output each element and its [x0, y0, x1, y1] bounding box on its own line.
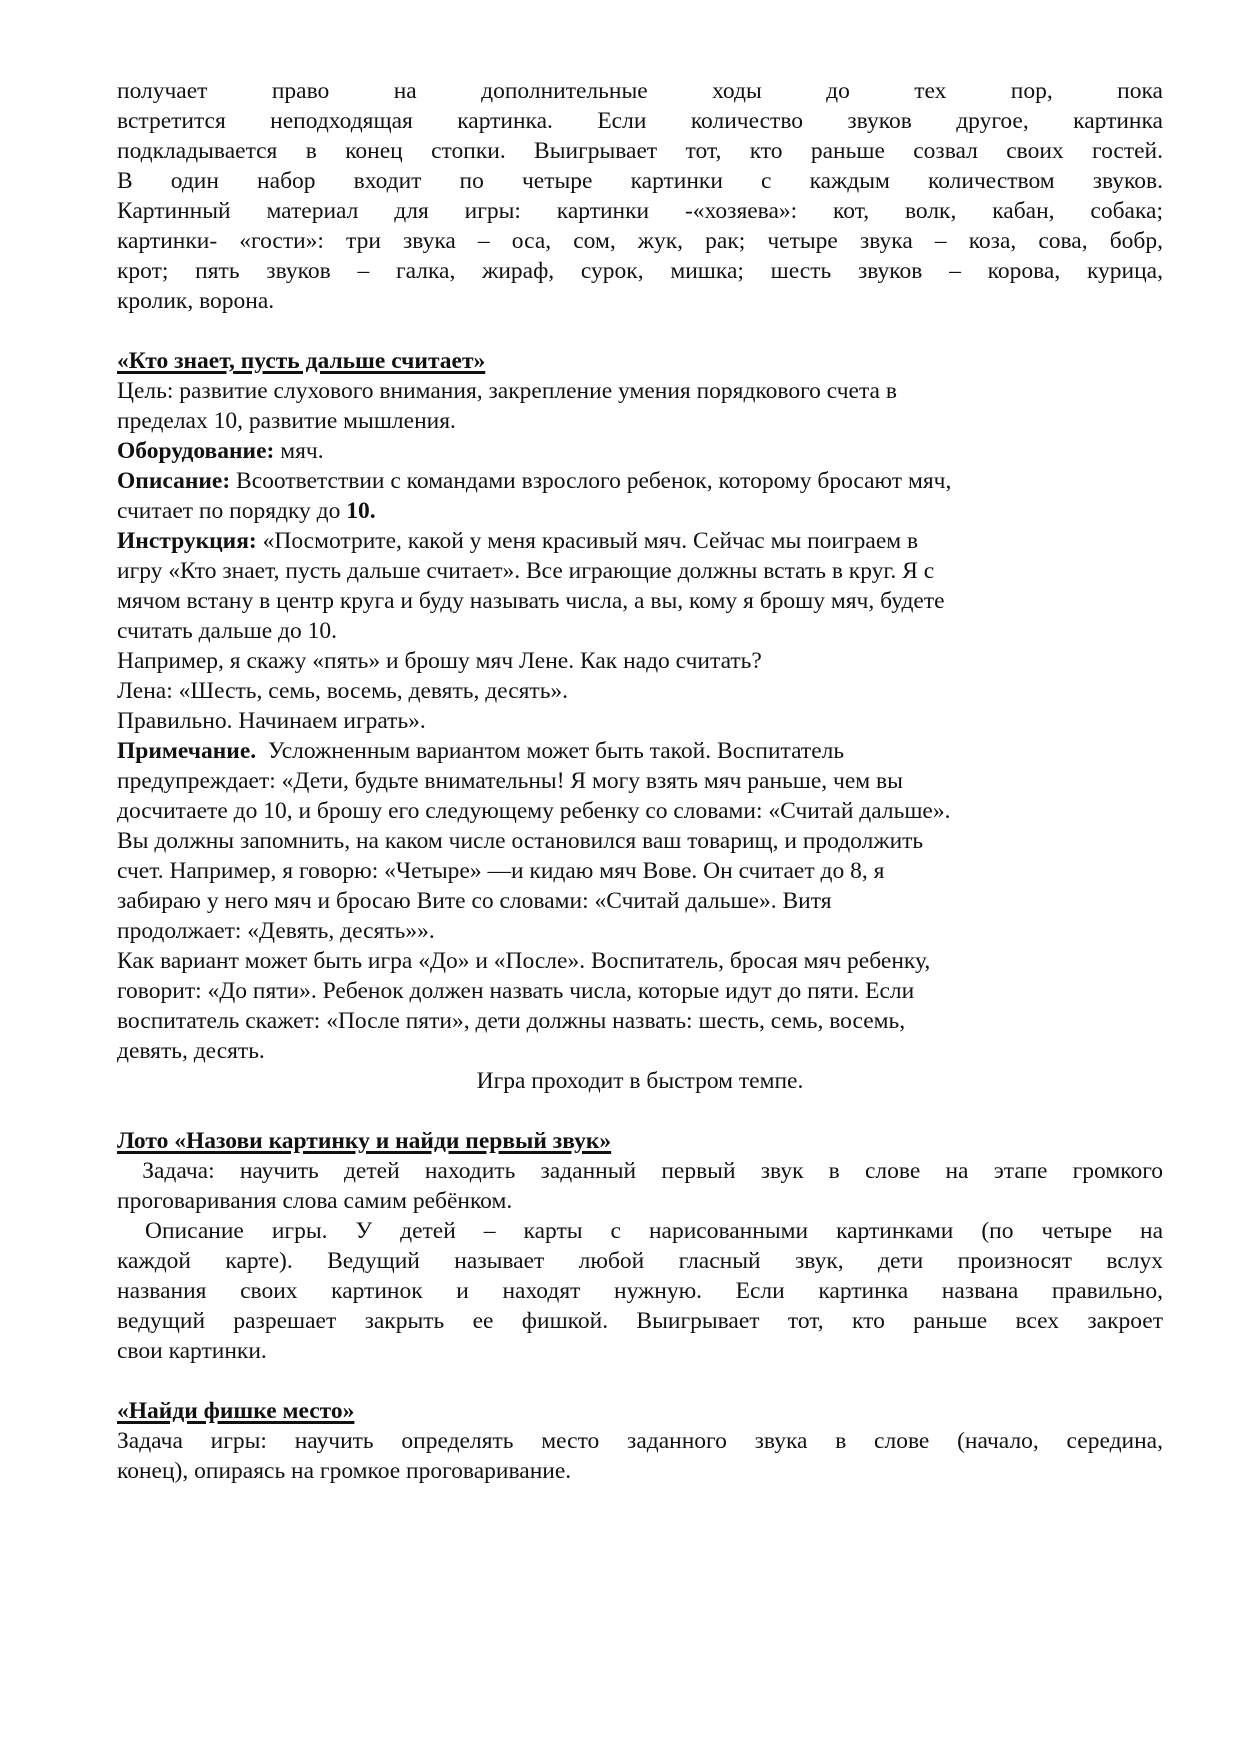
description-label: Описание:: [117, 468, 231, 494]
section-heading: Лото «Назови картинку и найди первый звук»: [117, 1128, 612, 1154]
text-line: крот; пять звуков – галка, жираф, сурок, мишка; шесть звуков – корова, курица,: [117, 258, 1163, 284]
note-line: Вы должны запомнить, на каком числе остановился ваш товарищ, и продолжить: [117, 828, 924, 854]
instruction-text: «Посмотрите, какой у меня красивый мяч. Сейчас мы поиграем в: [256, 528, 919, 554]
instruction-line: Правильно. Начинаем играть».: [117, 708, 426, 734]
section-heading: «Найди фишке место»: [117, 1398, 355, 1424]
note-line: Как вариант может быть игра «До» и «После». Воспитатель, бросая мяч ребенку,: [117, 948, 931, 974]
description-text: Всоответствии с командами взрослого ребенок, которому бросают мяч,: [230, 468, 952, 494]
text-line: В один набор входит по четыре картинки с каждым количеством звуков.: [117, 168, 1163, 194]
description-line: названия своих картинок и находят нужную. Если картинка названа правильно,: [117, 1278, 1163, 1304]
continuation-paragraph: [117, 76, 1163, 316]
note-line: говорит: «До пяти». Ребенок должен назвать числа, которые идут до пяти. Если: [117, 978, 915, 1004]
description-line: ведущий разрешает закрыть ее фишкой. Выигрывает тот, кто раньше всех закроет: [117, 1308, 1163, 1334]
description-text: считает по порядку до: [117, 498, 347, 524]
goal-line: Цель: развитие слухового внимания, закрепление умения порядкового счета в: [117, 378, 897, 404]
equipment-value: мяч.: [274, 438, 324, 464]
description-line: свои картинки.: [117, 1338, 267, 1364]
game-section-who-knows: [117, 346, 1163, 1096]
description-line: [117, 496, 1163, 526]
note-label: Примечание.: [117, 738, 257, 764]
closing-line: Игра проходит в быстром темпе.: [476, 1068, 804, 1094]
text-line: кролик, ворона.: [117, 288, 275, 314]
game-section-lotto: [117, 1126, 1163, 1366]
section-heading: «Кто знает, пусть дальше считает»: [117, 348, 486, 374]
equipment-line: [117, 436, 1163, 466]
game-section-find-place: [117, 1396, 1163, 1486]
description-line: Описание игры. У детей – карты с нарисованными картинками (по четыре на: [117, 1218, 1163, 1244]
spacer: [117, 1366, 1163, 1396]
note-line: продолжает: «Девять, десять»».: [117, 918, 435, 944]
note-line: девять, десять.: [117, 1038, 265, 1064]
task-line: Задача: научить детей находить заданный первый звук в слове на этапе громкого: [117, 1158, 1163, 1184]
instruction-line: Например, я скажу «пять» и брошу мяч Лене. Как надо считать?: [117, 648, 762, 674]
instruction-label: Инструкция:: [117, 528, 257, 554]
instruction-line: [117, 526, 1163, 556]
note-line: забираю у него мяч и бросаю Вите со словами: «Считай дальше». Витя: [117, 888, 832, 914]
description-line: каждой карте). Ведущий называет любой гласный звук, дети произносят вслух: [117, 1248, 1163, 1274]
text-line: картинки- «гости»: три звука – оса, сом, жук, рак; четыре звука – коза, сова, бобр,: [117, 228, 1163, 254]
goal-line: пределах 10, развитие мышления.: [117, 408, 456, 434]
equipment-label: Оборудование:: [117, 438, 275, 464]
note-line: предупреждает: «Дети, будьте внимательны! Я могу взять мяч раньше, чем вы: [117, 768, 903, 794]
note-line: досчитаете до 10, и брошу его следующему ребенку со словами: «Считай дальше».: [117, 798, 951, 824]
task-line: проговаривания слова самим ребёнком.: [117, 1188, 513, 1214]
instruction-line: считать дальше до 10.: [117, 618, 337, 644]
document-page: [117, 76, 1163, 1486]
note-line: воспитатель скажет: «После пяти», дети должны назвать: шесть, семь, восемь,: [117, 1008, 906, 1034]
text-line: встретится неподходящая картинка. Если количество звуков другое, картинка: [117, 108, 1163, 134]
instruction-line: Лена: «Шесть, семь, восемь, девять, десять».: [117, 678, 569, 704]
instruction-line: мячом встану в центр круга и буду называть числа, а вы, кому я брошу мяч, будете: [117, 588, 945, 614]
task-line: конец), опираясь на громкое проговаривание.: [117, 1458, 572, 1484]
task-line: Задача игры: научить определять место заданного звука в слове (начало, середина,: [117, 1428, 1163, 1454]
note-line: счет. Например, я говорю: «Четыре» —и кидаю мяч Вове. Он считает до 8, я: [117, 858, 885, 884]
text-line: подкладывается в конец стопки. Выигрывает тот, кто раньше созвал своих гостей.: [117, 138, 1163, 164]
spacer: [117, 316, 1163, 346]
description-number: 10.: [346, 498, 376, 524]
text-line: получает право на дополнительные ходы до тех пор, пока: [117, 78, 1163, 104]
spacer: [117, 1096, 1163, 1126]
description-line: [117, 466, 1163, 496]
instruction-line: игру «Кто знает, пусть дальше считает». Все играющие должны встать в круг. Я с: [117, 558, 935, 584]
note-text: Усложненным вариантом может быть такой. Воспитатель: [256, 738, 845, 764]
text-line: Картинный материал для игры: картинки -«хозяева»: кот, волк, кабан, собака;: [117, 198, 1163, 224]
note-line: [117, 736, 1163, 766]
